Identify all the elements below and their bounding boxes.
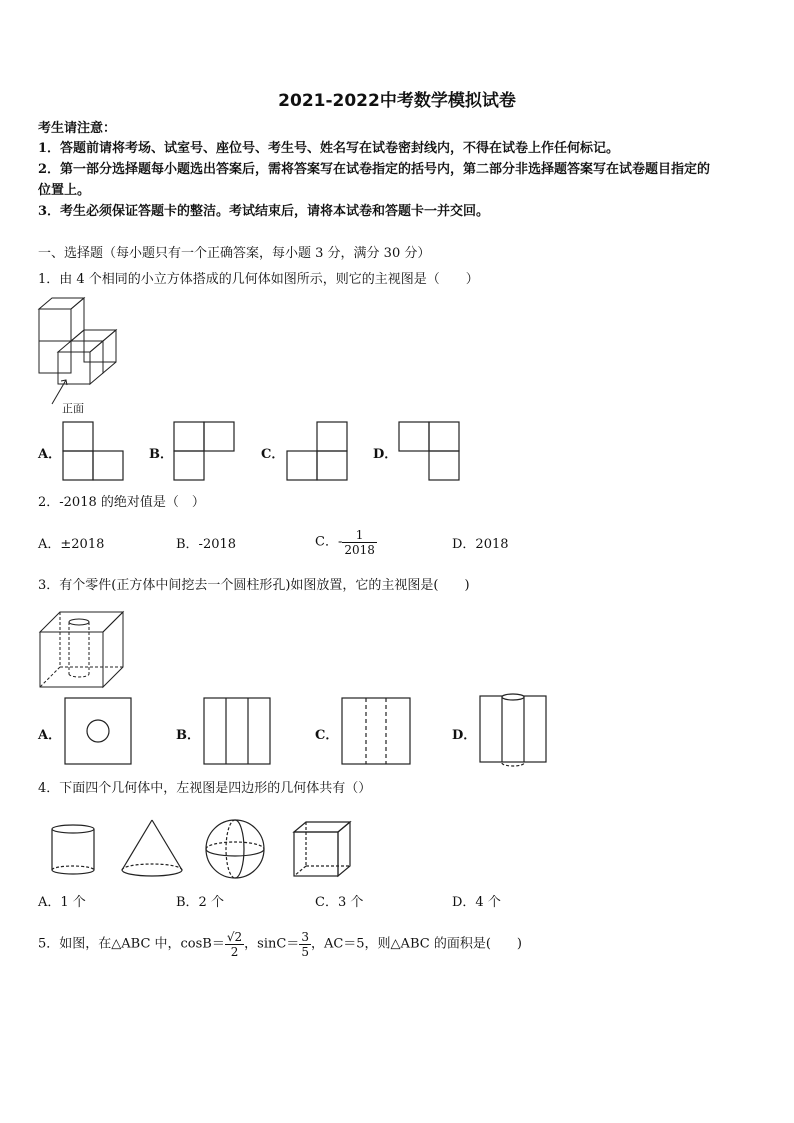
q3-stem: 3．有个零件(正方体中间挖去一个圆柱形孔)如图放置，它的主视图是( ) xyxy=(38,578,470,593)
notice-line-3: 3．考生必须保证答题卡的整洁。考试结束后，请将本试卷和答题卡一并交回。 xyxy=(38,204,490,219)
q5-stem xyxy=(38,930,522,959)
q2-option-a: A．±2018 xyxy=(38,537,105,552)
q3-part-figure xyxy=(38,610,126,690)
q2-option-c xyxy=(315,528,377,557)
q2-c-denominator: 2018 xyxy=(344,543,375,557)
q2-option-b: B．-2018 xyxy=(176,537,237,552)
q3-option-a-label: A． xyxy=(38,728,62,743)
q5-part-3: ，AC＝5，则△ABC 的面积是( ) xyxy=(310,936,522,952)
q5-cosb-numerator: √2 xyxy=(226,930,243,944)
q4-option-a: A．1 个 xyxy=(38,895,86,910)
q4-cone-figure xyxy=(120,818,184,880)
q2-option-c-fraction xyxy=(342,528,377,557)
q1-option-c-label: C． xyxy=(261,447,285,462)
notice-line-2b: 位置上。 xyxy=(38,183,91,198)
q4-option-b: B．2 个 xyxy=(176,895,224,910)
q5-part-1: 5．如图，在△ABC 中，cosB＝ xyxy=(38,936,225,952)
q2-c-numerator: 1 xyxy=(342,528,377,543)
q5-part-2: ，sinC＝ xyxy=(244,936,300,952)
q3-option-c-label: C． xyxy=(315,728,339,743)
q2-option-c-prefix: C．- xyxy=(315,534,343,550)
notice-heading: 考生请注意： xyxy=(38,121,117,136)
q2-option-d: D．2018 xyxy=(452,537,509,552)
q4-option-c: C．3 个 xyxy=(315,895,364,910)
q4-cylinder-figure xyxy=(50,824,96,876)
q3-option-d-figure xyxy=(479,693,547,769)
q1-option-d-label: D． xyxy=(373,447,398,462)
section-heading: 一、选择题（每小题只有一个正确答案，每小题 3 分，满分 30 分） xyxy=(38,246,431,261)
q3-option-d-label: D． xyxy=(452,728,477,743)
q4-cube-figure xyxy=(292,820,352,878)
q4-option-d: D．4 个 xyxy=(452,895,501,910)
q4-stem: 4．下面四个几何体中，左视图是四边形的几何体共有（） xyxy=(38,781,372,796)
q1-stem: 1．由 4 个相同的小立方体搭成的几何体如图所示，则它的主视图是（ ） xyxy=(38,272,479,287)
q3-option-a-figure xyxy=(64,697,132,765)
q1-option-d-figure xyxy=(398,421,460,481)
q1-option-b-label: B． xyxy=(149,447,173,462)
page-title: 2021-2022中考数学模拟试卷 xyxy=(278,91,516,111)
q3-option-c-figure xyxy=(341,697,411,765)
q4-sphere-figure xyxy=(203,818,267,880)
q5-sinc-fraction xyxy=(299,930,311,959)
q3-option-b-figure xyxy=(203,697,271,765)
q3-option-b-label: B． xyxy=(176,728,200,743)
q5-sinc-denominator: 5 xyxy=(301,945,309,959)
q1-option-c-figure xyxy=(286,421,348,481)
notice-line-1: 1．答题前请将考场、试室号、座位号、考生号、姓名写在试卷密封线内，不得在试卷上作任何标记。 xyxy=(38,141,620,156)
q1-option-a-figure xyxy=(62,421,124,481)
q5-cosb-fraction xyxy=(225,930,244,959)
q1-option-a-label: A． xyxy=(38,447,62,462)
q1-option-b-figure xyxy=(173,421,235,481)
q5-sinc-numerator: 3 xyxy=(301,930,309,944)
notice-line-2a: 2．第一部分选择题每小题选出答案后，需将答案写在试卷指定的括号内，第二部分非选择题答案写在试卷题目指定的 xyxy=(38,162,711,177)
q5-cosb-denominator: 2 xyxy=(230,945,239,959)
q1-cube-figure xyxy=(36,296,118,416)
q1-front-label: 正面 xyxy=(62,402,84,415)
q2-stem: 2．-2018 的绝对值是（ ） xyxy=(38,495,205,510)
